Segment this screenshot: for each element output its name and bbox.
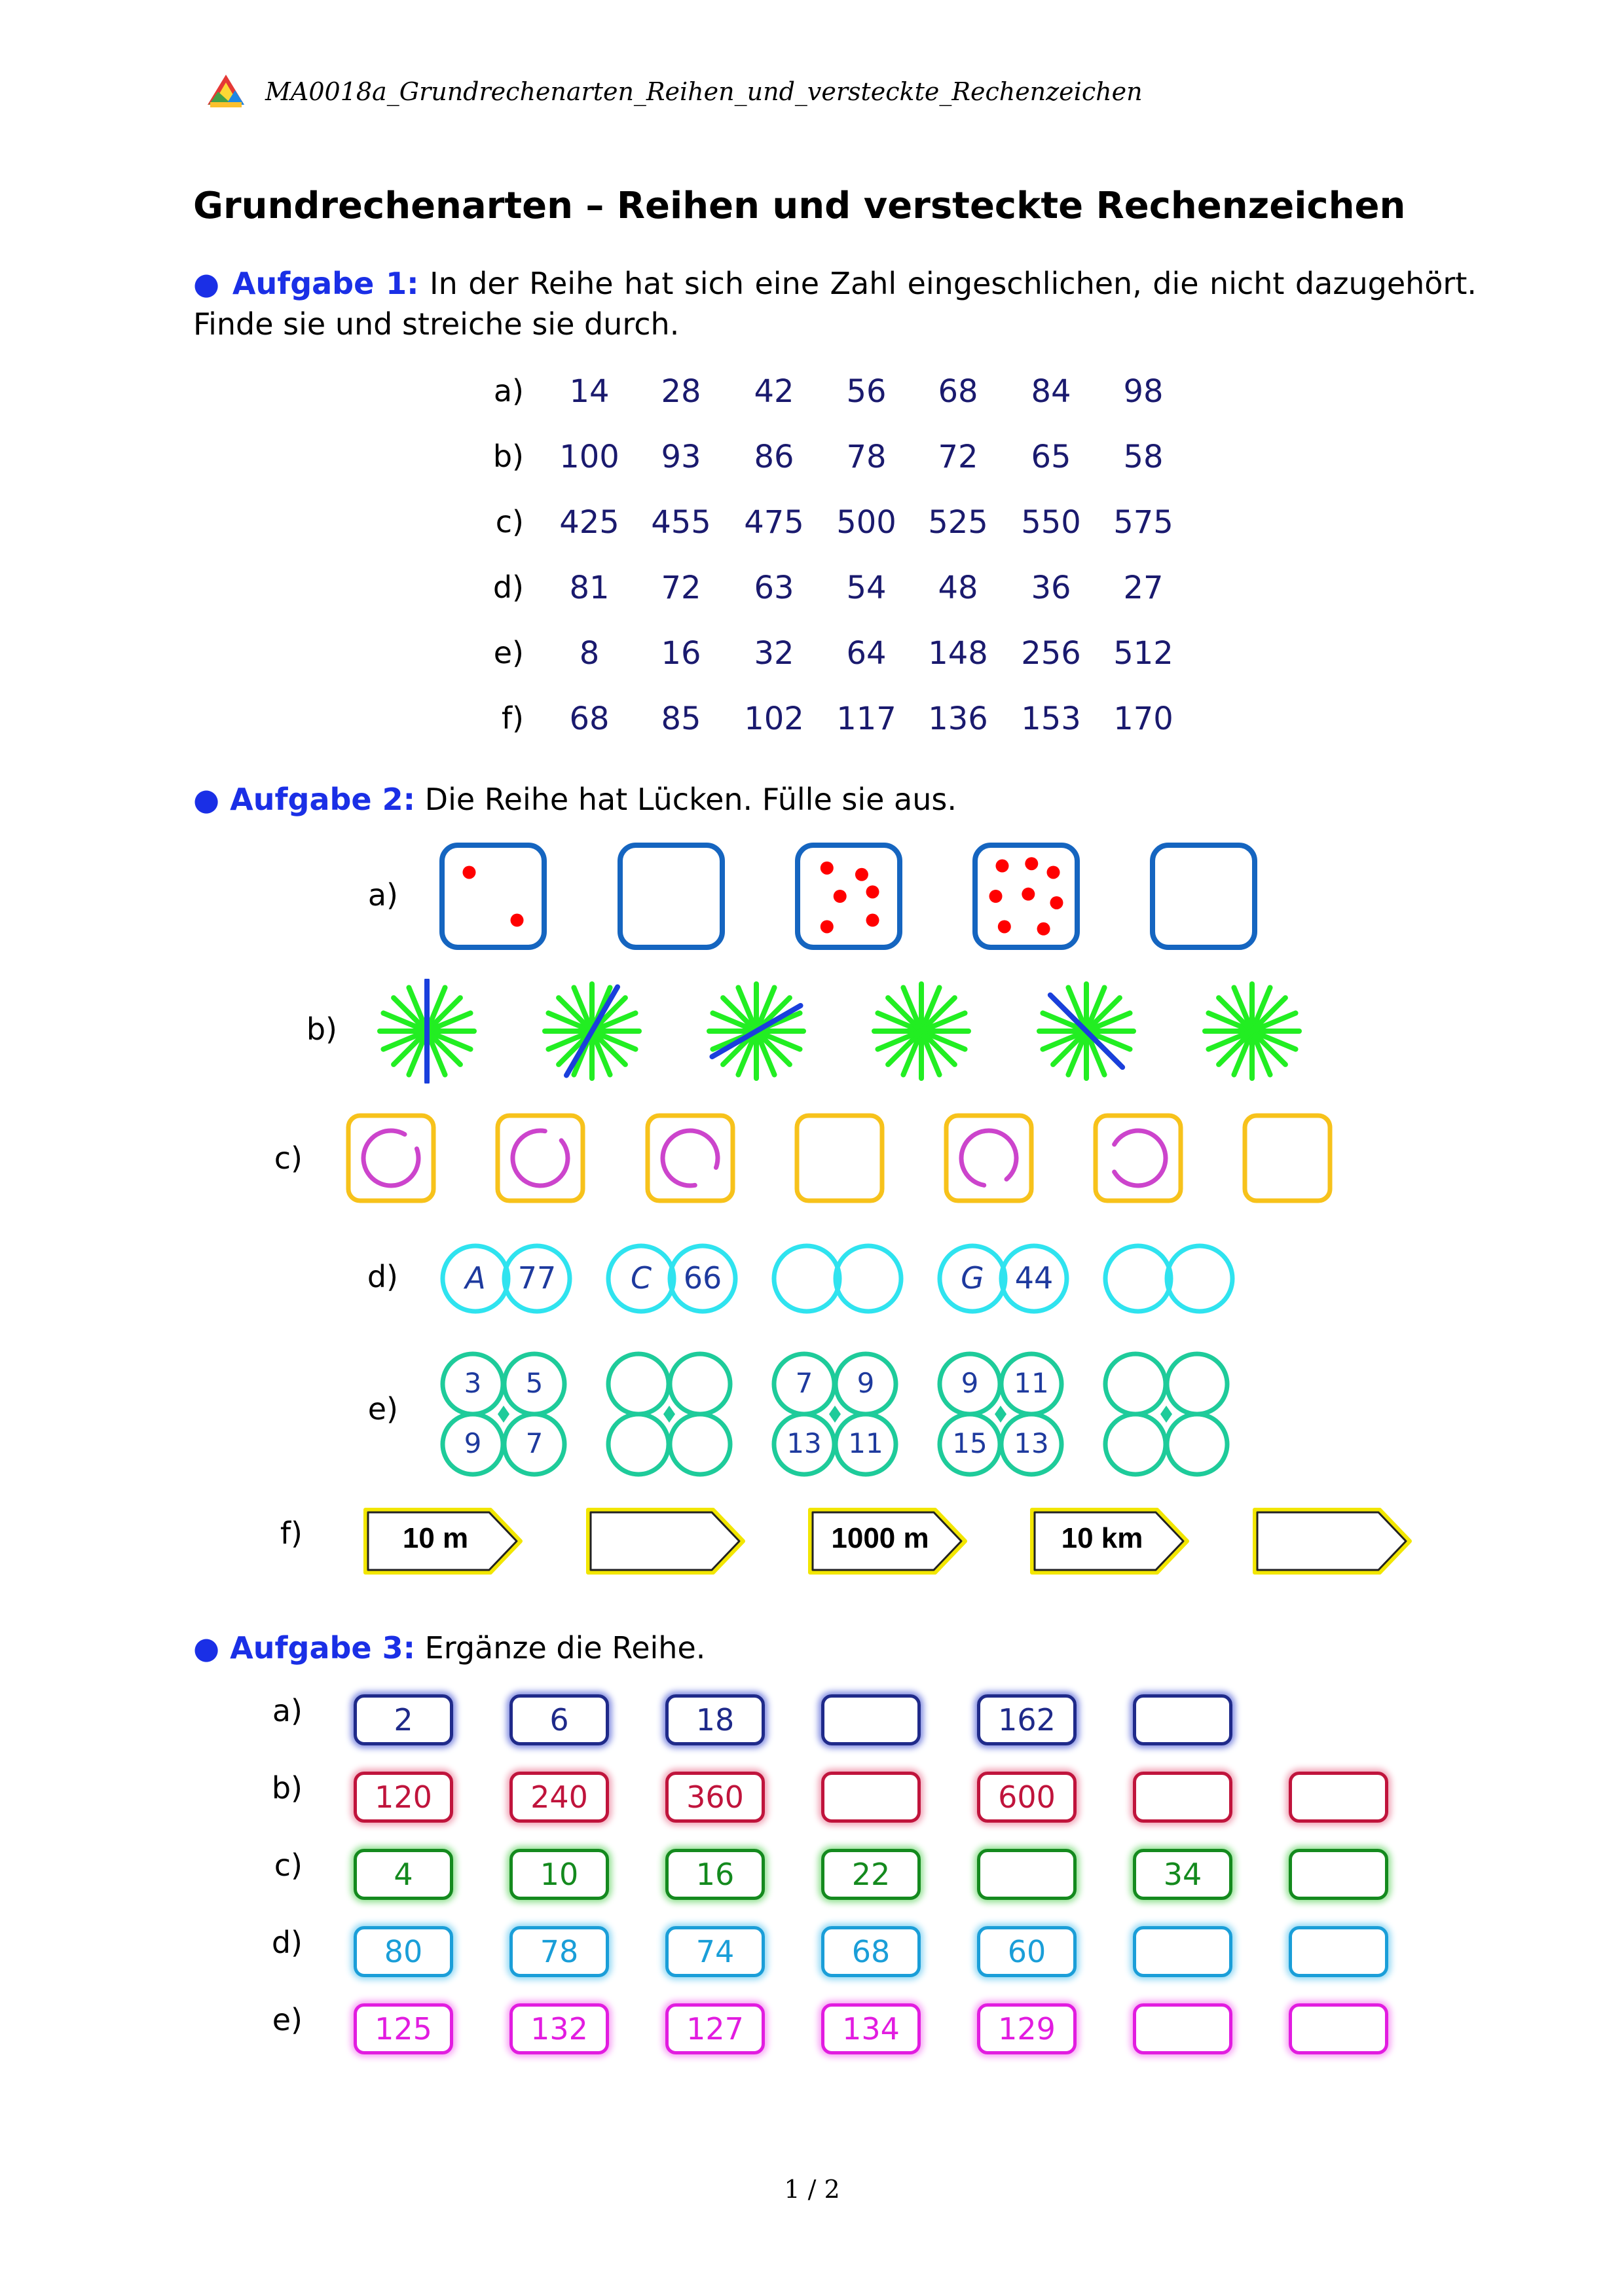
arc-box [645, 1113, 735, 1203]
task3-row-label: e) [272, 2002, 303, 2037]
task2f-label: f) [280, 1516, 303, 1551]
empty-answer-box[interactable] [1289, 1849, 1388, 1900]
quad-number [1168, 1367, 1226, 1401]
circle-letter [774, 1260, 840, 1297]
dice-dot [989, 890, 1003, 903]
dice-dot [834, 890, 847, 903]
task1-number[interactable]: 56 [846, 373, 887, 410]
task1-row-label: d) [492, 570, 524, 605]
task1-number[interactable]: 72 [938, 439, 978, 475]
answer-box: 34 [1133, 1849, 1232, 1900]
circle-letter: A [465, 1260, 486, 1296]
quad-number [671, 1367, 729, 1401]
answer-box: 16 [665, 1849, 765, 1900]
circle-letter: C [630, 1260, 652, 1296]
quad-number [610, 1367, 667, 1401]
task1-number[interactable]: 27 [1123, 570, 1164, 606]
task1-number[interactable]: 170 [1113, 701, 1173, 737]
answer-box: 134 [821, 2003, 921, 2054]
dice-dot [1050, 896, 1063, 909]
task3-row-label: a) [272, 1693, 303, 1728]
page-title: Grundrechenarten – Reihen und versteckte Rechenzeichen [193, 185, 1406, 227]
answer-box: 127 [665, 2003, 765, 2054]
empty-answer-box[interactable] [1133, 1926, 1232, 1977]
task1-number[interactable]: 54 [846, 570, 887, 606]
arc-box [495, 1113, 585, 1203]
arrow-text: 1000 m [831, 1522, 929, 1554]
circle-number [1167, 1260, 1232, 1297]
answer-box: 129 [977, 2003, 1077, 2054]
task2-instruction [193, 779, 1477, 820]
task2d-label: d) [367, 1259, 398, 1294]
dice-dot [1037, 922, 1050, 936]
task1-number[interactable]: 117 [836, 701, 896, 737]
empty-answer-box[interactable] [1289, 1772, 1388, 1823]
answer-box: 6 [509, 1694, 609, 1745]
dice-dot [866, 914, 879, 927]
quad-number: 13 [1014, 1427, 1049, 1459]
quad-number: 5 [525, 1367, 544, 1399]
task1-number[interactable]: 36 [1031, 570, 1071, 606]
task1-number[interactable]: 72 [661, 570, 701, 606]
document-filename: MA0018a_Grundrechenarten_Reihen_und_versteckte_Rechenzeichen [265, 77, 1143, 106]
dice-dot [1047, 866, 1060, 879]
empty-answer-box[interactable] [1133, 1694, 1232, 1745]
task1-number[interactable]: 153 [1021, 701, 1081, 737]
star-icon [869, 979, 974, 1084]
task1-number[interactable]: 93 [661, 439, 701, 475]
circle-number: 44 [1014, 1260, 1054, 1296]
dice-box [439, 842, 547, 951]
task3-row-label: c) [274, 1848, 303, 1883]
dice-dot [1025, 857, 1038, 870]
answer-box: 80 [354, 1926, 453, 1977]
answer-box: 162 [977, 1694, 1077, 1745]
arc-box [944, 1113, 1034, 1203]
empty-answer-box[interactable] [821, 1694, 921, 1745]
arc-box [346, 1113, 436, 1203]
task3-row-label: b) [271, 1770, 303, 1806]
dice-dot [462, 866, 475, 879]
task1-number[interactable]: 8 [579, 635, 600, 672]
dice-dot [866, 885, 879, 898]
circle-number [836, 1260, 901, 1297]
empty-dice-box [617, 842, 726, 951]
dice-dot [821, 920, 834, 933]
answer-box: 240 [509, 1772, 609, 1823]
dice-dot [995, 860, 1008, 873]
task1-number[interactable]: 16 [661, 635, 701, 672]
quad-number [610, 1427, 667, 1461]
quad-number: 15 [952, 1427, 987, 1459]
answer-box: 360 [665, 1772, 765, 1823]
task1-row-label: e) [493, 635, 524, 670]
task1-number[interactable]: 102 [744, 701, 804, 737]
dice-dot [511, 914, 524, 927]
circle-number: 66 [683, 1260, 722, 1296]
quad-number: 13 [786, 1427, 822, 1459]
star-icon [1200, 979, 1304, 1084]
task1-row-label: c) [495, 504, 524, 539]
empty-arc-box [794, 1113, 885, 1203]
quad-number: 7 [525, 1427, 544, 1459]
arc-box [1093, 1113, 1183, 1203]
task1-number[interactable]: 85 [661, 701, 701, 737]
task1-number[interactable]: 475 [744, 504, 804, 541]
task1-number[interactable]: 500 [836, 504, 896, 541]
dice-dot [821, 862, 834, 875]
dice-box [972, 842, 1080, 951]
quad-number [1107, 1427, 1164, 1461]
quad-number [1168, 1427, 1226, 1461]
task1-number[interactable]: 28 [661, 373, 701, 410]
circle-number: 77 [517, 1260, 557, 1296]
quad-number: 11 [848, 1427, 883, 1459]
task1-number[interactable]: 63 [754, 570, 794, 606]
task1-number[interactable]: 512 [1113, 635, 1173, 672]
answer-box: 2 [354, 1694, 453, 1745]
answer-box: 120 [354, 1772, 453, 1823]
task1-number[interactable]: 64 [846, 635, 887, 672]
answer-box: 4 [354, 1849, 453, 1900]
task1-row-label: a) [493, 373, 524, 409]
task1-number[interactable]: 550 [1021, 504, 1081, 541]
arrow-text [593, 1522, 724, 1561]
task1-number[interactable]: 65 [1031, 439, 1071, 475]
empty-answer-box[interactable] [977, 1849, 1077, 1900]
task1-label: ● Aufgabe 1: [193, 266, 419, 301]
circle-letter [1105, 1260, 1171, 1297]
task1-number[interactable]: 100 [559, 439, 619, 475]
answer-box: 60 [977, 1926, 1077, 1977]
star-icon [704, 979, 809, 1084]
arrow-text [1259, 1522, 1390, 1561]
task1-number[interactable]: 455 [651, 504, 711, 541]
quad-number [671, 1427, 729, 1461]
task3-instruction [193, 1628, 1477, 1668]
page-number: 1 / 2 [784, 2175, 840, 2204]
empty-answer-box[interactable] [1289, 1926, 1388, 1977]
dice-dot [855, 868, 868, 881]
task3-row-label: d) [271, 1925, 303, 1960]
circle-letter: G [961, 1260, 984, 1296]
task2c-label: c) [274, 1140, 303, 1176]
task1-number[interactable]: 48 [938, 570, 978, 606]
answer-box: 74 [665, 1926, 765, 1977]
quad-number: 7 [795, 1367, 813, 1399]
dice-dot [998, 920, 1011, 933]
quad-number: 9 [961, 1367, 979, 1399]
star-icon [540, 979, 644, 1084]
task1-number[interactable]: 86 [754, 439, 794, 475]
answer-box: 68 [821, 1926, 921, 1977]
empty-answer-box[interactable] [821, 1772, 921, 1823]
task2-label: ● Aufgabe 2: [193, 782, 416, 817]
quad-number: 11 [1014, 1367, 1049, 1399]
arrow-text: 10 km [1061, 1522, 1143, 1554]
empty-answer-box[interactable] [1289, 2003, 1388, 2054]
task1-number[interactable]: 81 [569, 570, 610, 606]
task1-number[interactable]: 84 [1031, 373, 1071, 410]
task1-row-label: f) [501, 701, 524, 736]
task1-number[interactable]: 98 [1123, 373, 1164, 410]
arrow-text: 10 m [402, 1522, 469, 1554]
task1-number[interactable]: 575 [1113, 504, 1173, 541]
answer-box: 78 [509, 1926, 609, 1977]
dice-box [794, 842, 903, 951]
quad-number [1107, 1367, 1164, 1401]
quad-number: 3 [464, 1367, 482, 1399]
task1-number[interactable]: 148 [928, 635, 988, 672]
answer-box: 10 [509, 1849, 609, 1900]
task3-label: ● Aufgabe 3: [193, 1630, 416, 1666]
answer-box: 22 [821, 1849, 921, 1900]
quad-number: 9 [464, 1427, 482, 1459]
task1-number[interactable]: 68 [938, 373, 978, 410]
dice-dot [1022, 888, 1035, 901]
empty-arc-box [1242, 1113, 1333, 1203]
task1-row-label: b) [492, 439, 524, 474]
task1-number[interactable]: 136 [928, 701, 988, 737]
answer-box: 125 [354, 2003, 453, 2054]
task1-number[interactable]: 42 [754, 373, 794, 410]
answer-box: 600 [977, 1772, 1077, 1823]
task3-text: Ergänze die Reihe. [415, 1630, 706, 1666]
star-icon [1034, 979, 1139, 1084]
task1-number[interactable]: 78 [846, 439, 887, 475]
logo-icon [206, 73, 246, 110]
star-icon [375, 979, 479, 1084]
task1-number[interactable]: 425 [559, 504, 619, 541]
task1-instruction [193, 263, 1477, 344]
task2a-label: a) [367, 877, 398, 913]
answer-box: 18 [665, 1694, 765, 1745]
empty-dice-box [1149, 842, 1258, 951]
task2b-label: b) [306, 1011, 337, 1047]
task2e-label: e) [367, 1391, 398, 1427]
empty-answer-box[interactable] [1133, 1772, 1232, 1823]
quad-number: 9 [857, 1367, 875, 1399]
task1-text: In der Reihe hat sich eine Zahl eingeschlichen, die nicht dazugehört. Finde sie und streiche sie durch. [193, 266, 1477, 342]
answer-box: 132 [509, 2003, 609, 2054]
task1-number[interactable]: 32 [754, 635, 794, 672]
task1-number[interactable]: 525 [928, 504, 988, 541]
task1-number[interactable]: 68 [569, 701, 610, 737]
task1-number[interactable]: 58 [1123, 439, 1164, 475]
task2-text: Die Reihe hat Lücken. Fülle sie aus. [415, 782, 957, 817]
task1-number[interactable]: 14 [569, 373, 610, 410]
task1-number[interactable]: 256 [1021, 635, 1081, 672]
empty-answer-box[interactable] [1133, 2003, 1232, 2054]
